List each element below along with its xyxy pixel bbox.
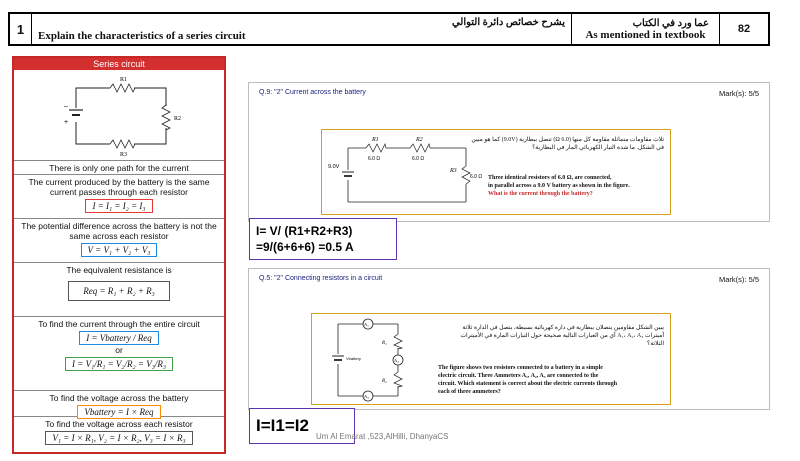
q9-en-line-3: What is the current through the battery? — [488, 191, 593, 197]
current-section — [14, 174, 224, 218]
q9-title: Q.9: "2" Current across the battery — [259, 89, 366, 96]
q5-label-a1: A₁ — [364, 322, 369, 327]
q5-label-a3: A₃ — [364, 394, 369, 399]
question-cell — [32, 14, 572, 44]
q9-panel — [248, 82, 770, 222]
find-current-text: To find the current through the entire circuit — [38, 319, 200, 329]
question-arabic: يشرح خصائص دائرة التوالي — [451, 16, 565, 28]
q9-label-r2: R2 — [416, 137, 423, 143]
q9-label-r3: R3 — [450, 168, 457, 174]
label-plus: + — [64, 119, 69, 126]
q9-en-line-2: in parallel across a 9.0 V battery as shown in the figure. — [488, 183, 630, 189]
series-circuit-diagram — [14, 70, 224, 160]
ratio-equation: I = V₁/R₁ = V₂/R₂ = V₃/R₃ — [65, 357, 173, 371]
q5-question-box — [311, 313, 671, 405]
label-minus: – — [64, 103, 68, 110]
answer-cell — [572, 14, 720, 44]
req-section — [14, 262, 224, 316]
pd-text: The potential difference across the battery is not the same across each resistor — [21, 221, 217, 241]
q5-battery-label: Vbattery — [346, 356, 361, 361]
current-text: The current produced by the battery is the same current passes through each resistor — [28, 177, 210, 197]
q5-label-r1: R₁ — [382, 341, 387, 346]
find-voltage-section — [14, 390, 224, 416]
find-voltage-equation: Vbattery = I × Req — [77, 405, 160, 419]
find-voltage-text: To find the voltage across the battery — [49, 393, 189, 403]
q9-label-r1: R1 — [372, 137, 379, 143]
find-vr-text: To find the voltage across each resistor — [45, 419, 193, 429]
pd-section — [14, 218, 224, 262]
label-r2: R2 — [174, 116, 182, 122]
q5-en-line-3: circuit. Which statement is correct about the electric currents through — [438, 381, 618, 387]
only-one-path: There is only one path for the current — [14, 160, 224, 174]
q9-en-line-1: Three identical resistors of 6.0 Ω, are connected, — [488, 175, 612, 181]
current-equation: I = I₁ = I₂ = I₃ — [85, 199, 152, 213]
q9-marks: Mark(s): 5/5 — [718, 89, 759, 98]
header-table — [8, 12, 770, 46]
q5-label-r2: R₂ — [382, 379, 387, 384]
find-vr-section — [14, 416, 224, 444]
q5-en-line-2: electric circuit. Three Ammeters A₁, A₂, A₃ are connected to the — [438, 373, 599, 379]
q9-battery-label: 9.0V — [328, 164, 340, 170]
label-r1: R1 — [120, 77, 128, 83]
find-vr-equation: V₁ = I × R₁, V₂ = I × R₂, V₃ = I × R₃ — [45, 431, 192, 445]
q5-en-line-4: each of three ammeters? — [438, 389, 501, 395]
q9-question-box — [321, 129, 671, 215]
q5-marks: Mark(s): 5/5 — [718, 275, 759, 284]
req-equation: Req = R₁ + R₂ + R₃ — [68, 281, 170, 301]
answer-1-box — [249, 218, 397, 260]
row-number: 1 — [10, 14, 32, 44]
question-english: Explain the characteristics of a series circuit — [38, 29, 246, 42]
pd-equation: V = V₁ + V₂ + V₃ — [81, 243, 158, 257]
q9-value-r2: 6.0 Ω — [412, 156, 425, 162]
label-r3: R3 — [120, 152, 128, 158]
q5-panel — [248, 268, 770, 410]
q9-circuit-svg — [326, 132, 483, 214]
answer-1-line-1: I= V/ (R1+R2+R3) — [256, 224, 353, 238]
q5-label-a2: A₂ — [394, 358, 399, 363]
q5-arabic-text: يبين الشكل مقاومين يتصلان ببطارية في دارة كهربائية بسيطة، يتصل في الدارة ثلاثة أميترات A₁، A₂، A₃ أي من العبارات التالية صحيحة حول التيارات المارة في الأميترات الثلاثة؟ — [460, 325, 664, 347]
q9-value-r3: 6.0 Ω — [470, 174, 483, 180]
or-text: or — [115, 345, 123, 355]
q9-arabic-text: ثلاث مقاومات متماثلة مقاومة كل منها (6.0 Ω) تتصل ببطارية (9.0V) كما هو مبين في الشكل. ما شدة التيار الكهربائي المار في البطارية؟ — [471, 137, 664, 151]
q5-en-line-1: The figure shows two resistors connected to a battery in a simple — [438, 365, 603, 371]
series-circuit-svg — [14, 70, 224, 160]
find-current-equation: I = Vbattery / Req — [79, 331, 159, 345]
req-text: The equivalent resistance is — [66, 265, 172, 275]
answer-2-box: I=I1=I2 — [249, 408, 355, 444]
summary-title: Series circuit — [14, 58, 224, 70]
answer-1-line-2: =9/(6+6+6) =0.5 A — [256, 240, 354, 254]
find-current-section — [14, 316, 224, 390]
q5-title: Q.5: "2" Connecting resistors in a circuit — [259, 275, 383, 282]
answer-english: As mentioned in textbook — [585, 28, 706, 41]
answer-arabic: عما ورد في الكتاب — [632, 17, 709, 29]
marks-cell: 82 — [737, 23, 751, 35]
footer-credit: Um Al Emarat ,523,AlHilli, DhanyaCS — [316, 432, 449, 441]
q9-value-r1: 6.0 Ω — [368, 156, 381, 162]
q5-circuit-svg — [318, 314, 428, 404]
series-circuit-summary — [12, 56, 226, 454]
